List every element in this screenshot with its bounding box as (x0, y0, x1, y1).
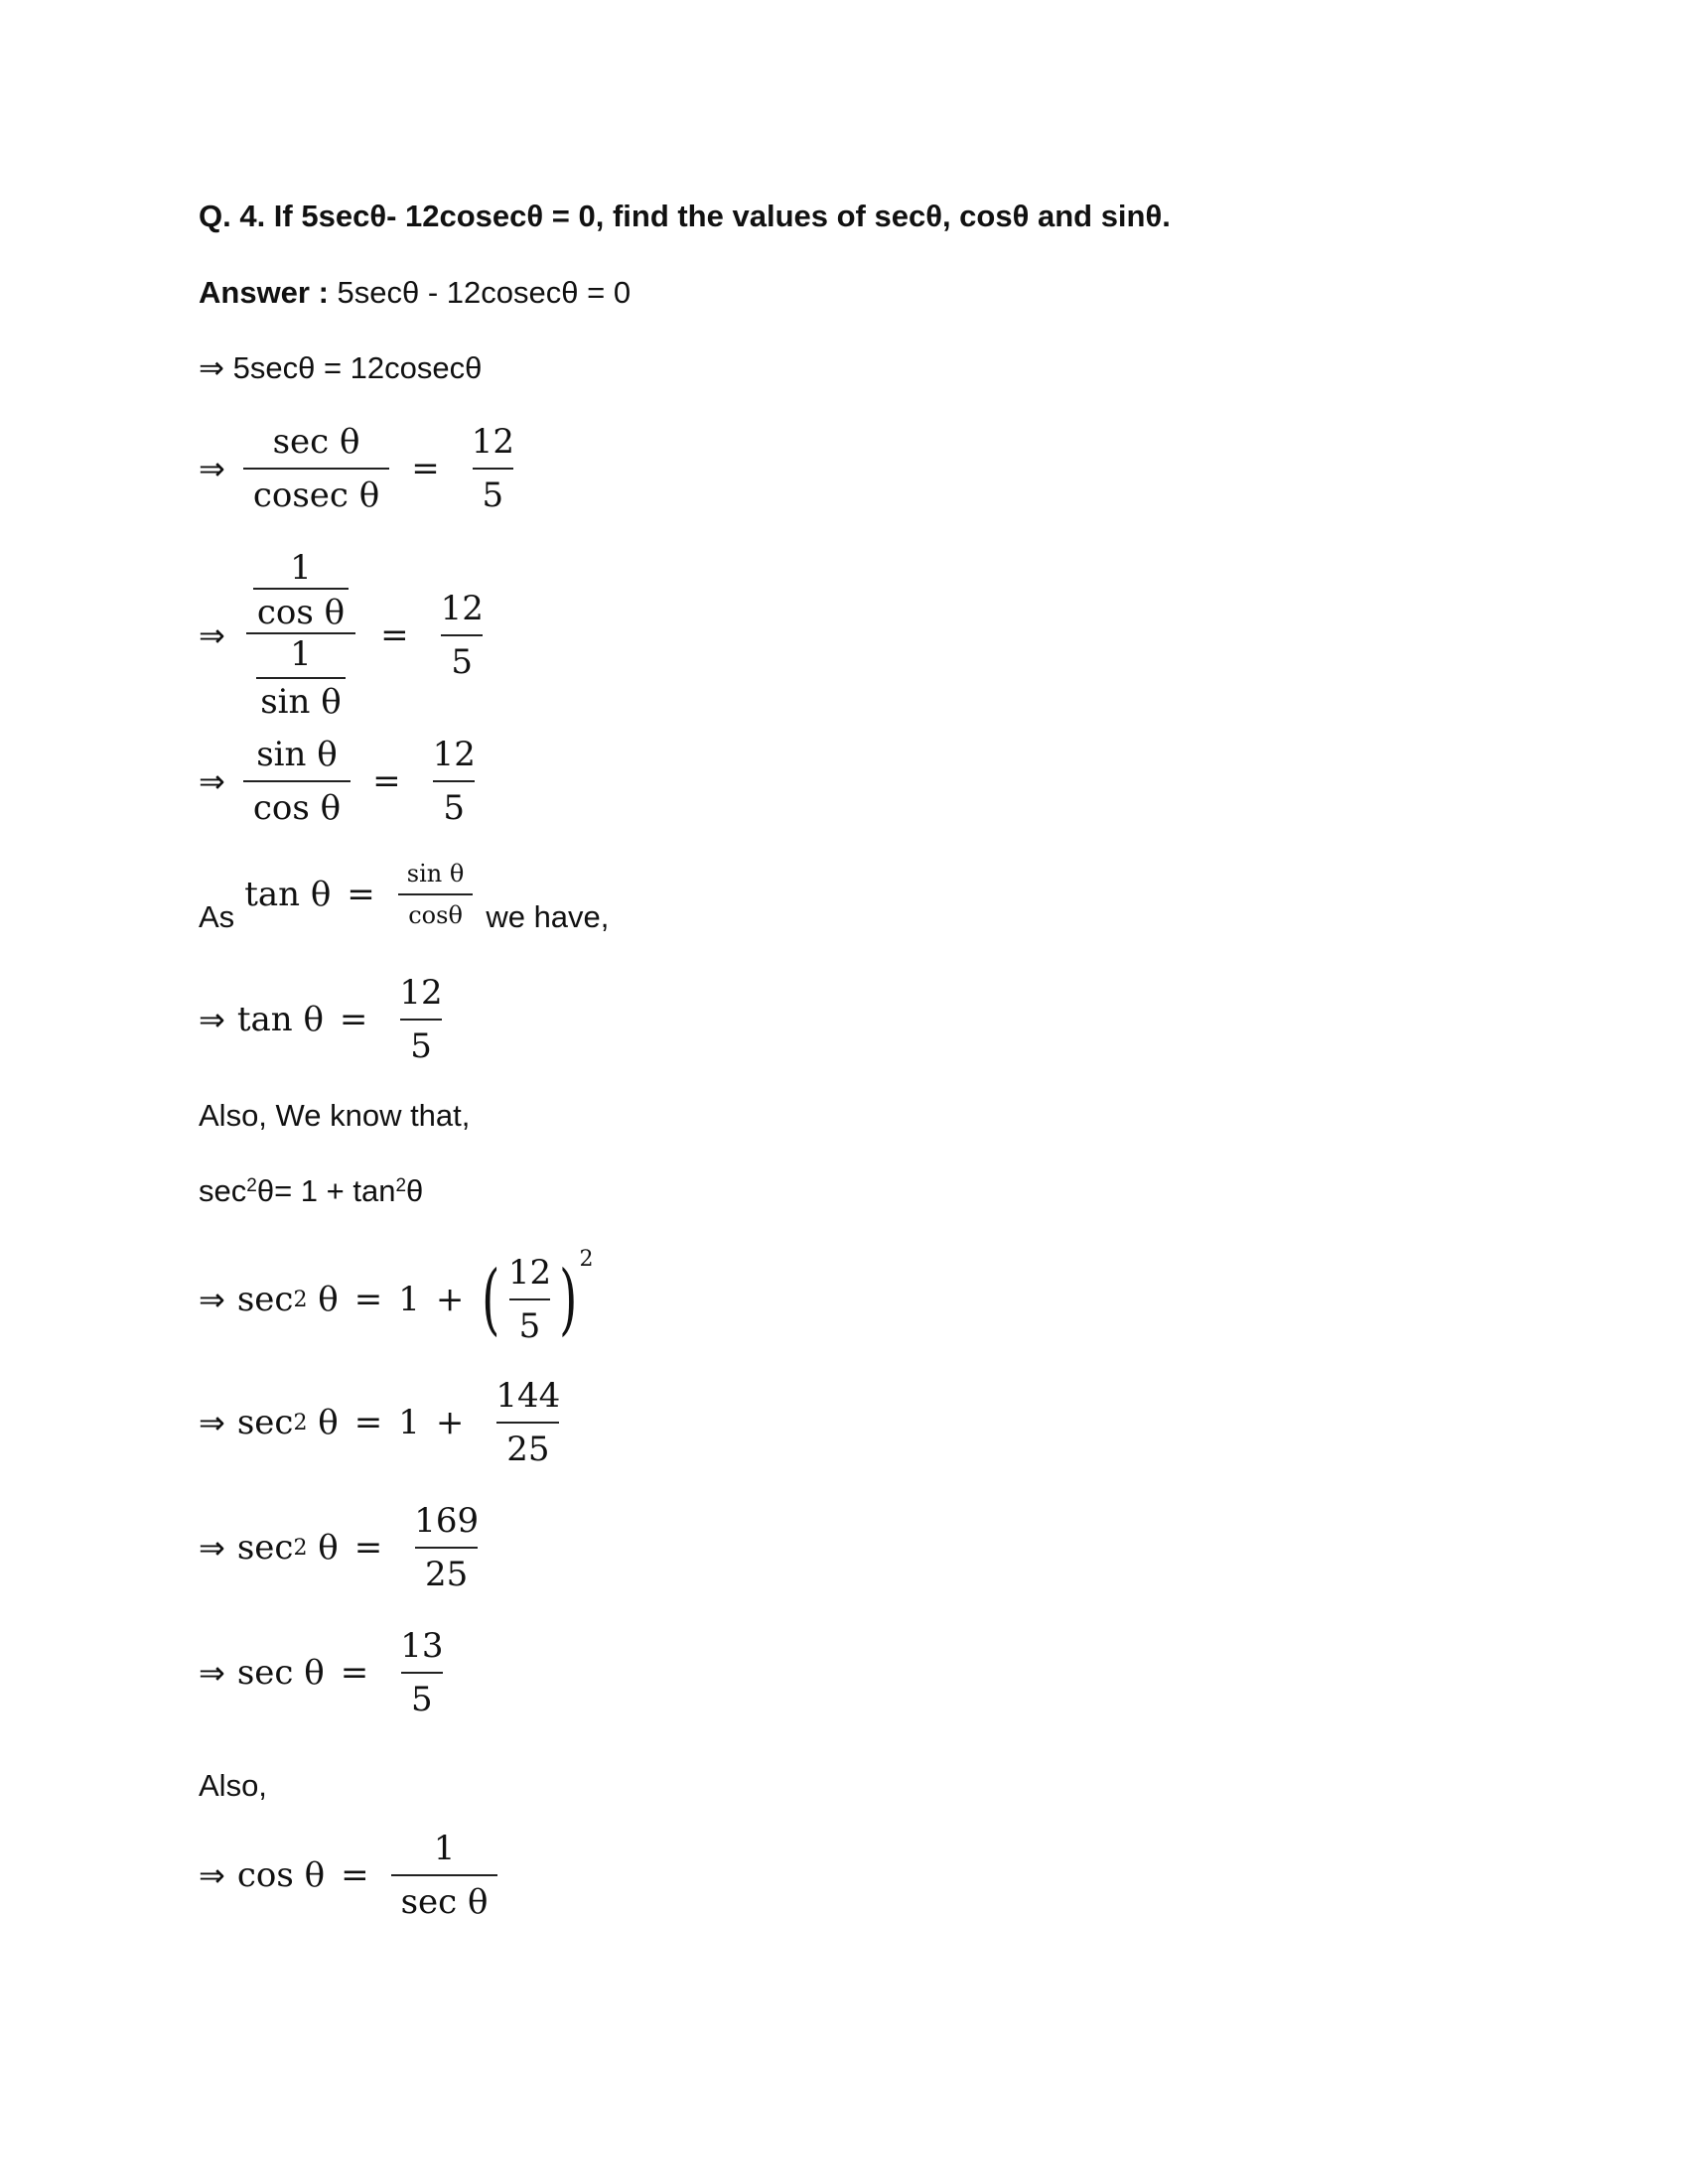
implies-arrow: ⇒ (199, 350, 224, 385)
implies-arrow: ⇒ (199, 762, 225, 800)
numerator: 12 (471, 422, 514, 462)
equals-sign: = (353, 1280, 383, 1319)
step-1-text: 5secθ = 12cosecθ (232, 350, 483, 385)
denominator: 5 (509, 1298, 551, 1346)
numerator: 12 (432, 735, 476, 774)
denominator: cosθ (398, 893, 473, 929)
equals-sign: = (341, 1855, 369, 1895)
theta: θ (318, 1403, 339, 1442)
also-we-know-text: Also, We know that, (199, 1098, 471, 1133)
equals-sign: = (340, 1653, 369, 1693)
answer-text: 5secθ - 12cosecθ = 0 (328, 275, 632, 310)
tan-lhs: tan θ (244, 875, 332, 914)
theta: θ (318, 1280, 339, 1319)
denominator (246, 632, 355, 722)
identity-c: θ (406, 1173, 424, 1208)
we-have-text: we have, (486, 899, 610, 934)
implies-arrow: ⇒ (199, 615, 225, 654)
step-5 (199, 973, 459, 1066)
denominator: 5 (441, 634, 483, 682)
identity-line (199, 1173, 423, 1209)
exponent: 2 (293, 1287, 308, 1312)
denominator: 25 (415, 1547, 478, 1594)
sec-lhs: sec θ (236, 1653, 325, 1693)
identity-a: sec (199, 1173, 247, 1208)
denominator: sec θ (391, 1874, 498, 1922)
exponent: 2 (293, 1535, 308, 1561)
numerator: 13 (400, 1626, 444, 1666)
step-8 (199, 1501, 494, 1594)
exponent: 2 (293, 1410, 308, 1435)
left-paren: ( (482, 1255, 500, 1344)
equals-sign: = (380, 614, 409, 655)
numerator: 169 (414, 1501, 480, 1541)
as-word: As (199, 899, 235, 934)
step-6 (199, 1247, 594, 1346)
exponent: 2 (395, 1175, 407, 1196)
implies-arrow: ⇒ (199, 1529, 225, 1567)
implies-arrow: ⇒ (199, 1404, 225, 1441)
fraction (486, 1376, 570, 1469)
numerator: 144 (495, 1376, 561, 1416)
exponent: 2 (246, 1175, 257, 1196)
implies-arrow: ⇒ (199, 1856, 225, 1894)
inner-fraction (256, 634, 346, 722)
sec-text: sec (236, 1280, 294, 1319)
fraction-rhs (462, 422, 524, 515)
step-9 (199, 1626, 459, 1719)
theta: θ (318, 1528, 339, 1568)
step-1 (199, 350, 482, 386)
implies-arrow: ⇒ (199, 1001, 225, 1038)
inner-fraction (253, 548, 349, 632)
fraction-rhs (389, 973, 452, 1066)
implies-arrow: ⇒ (199, 1654, 225, 1692)
plus-sign: + (435, 1280, 465, 1319)
denominator: 5 (473, 468, 514, 515)
denominator: cosec θ (243, 468, 389, 515)
also-text: Also, (199, 1768, 267, 1803)
numerator: sec θ (272, 422, 360, 462)
numerator: 1 (290, 548, 312, 588)
denominator: cos θ (243, 780, 351, 828)
step-7 (199, 1376, 576, 1469)
fraction-rhs (423, 735, 486, 828)
equals-sign: = (353, 1528, 383, 1568)
fraction-rhs (431, 589, 493, 682)
fraction-lhs (243, 422, 389, 515)
numerator: sin θ (256, 735, 338, 774)
equals-sign: = (353, 1403, 383, 1442)
fraction (390, 1626, 453, 1719)
right-paren: ) (559, 1255, 578, 1344)
fraction (391, 1829, 498, 1922)
answer-line (199, 275, 631, 311)
question-heading: Q. 4. If 5secθ- 12cosecθ = 0, find the values of secθ, cosθ and sinθ. (199, 199, 1171, 233)
numerator: sin θ (406, 860, 465, 887)
equals-sign: = (411, 449, 440, 488)
numerator: 1 (433, 1829, 456, 1868)
step-2 (199, 422, 530, 515)
fraction (498, 1253, 561, 1346)
sec-text: sec (236, 1403, 294, 1442)
cos-lhs: cos θ (236, 1855, 326, 1895)
denominator: sin θ (256, 677, 346, 722)
denominator: 25 (496, 1422, 559, 1469)
compound-fraction (243, 548, 358, 722)
tan-lhs: tan θ (236, 1000, 324, 1039)
answer-label: Answer : (199, 275, 329, 310)
denominator: 5 (400, 1019, 442, 1066)
denominator: 5 (401, 1672, 443, 1719)
equals-sign: = (372, 761, 401, 801)
numerator (243, 548, 358, 632)
equals-sign: = (347, 875, 375, 914)
numerator: 12 (399, 973, 443, 1013)
fraction-lhs (243, 735, 351, 828)
equals-sign: = (339, 1000, 368, 1039)
step-10 (199, 1829, 503, 1922)
denominator: 5 (433, 780, 475, 828)
identity-b: θ= 1 + tan (256, 1173, 396, 1208)
numerator: 12 (440, 588, 484, 628)
plus-sign: + (435, 1403, 465, 1442)
step-4 (199, 735, 492, 828)
sin-over-cos (397, 860, 475, 929)
one: 1 (398, 1403, 420, 1442)
sec-text: sec (236, 1528, 294, 1568)
numerator: 12 (507, 1253, 552, 1293)
step-3 (199, 548, 499, 722)
outer-exponent: 2 (579, 1247, 594, 1272)
implies-arrow: ⇒ (199, 450, 225, 487)
tan-definition (244, 860, 480, 929)
as-tan-line (199, 860, 609, 935)
one: 1 (398, 1280, 420, 1319)
numerator: 1 (290, 634, 312, 674)
implies-arrow: ⇒ (199, 1281, 225, 1318)
fraction (404, 1501, 489, 1594)
denominator: cos θ (253, 588, 349, 632)
